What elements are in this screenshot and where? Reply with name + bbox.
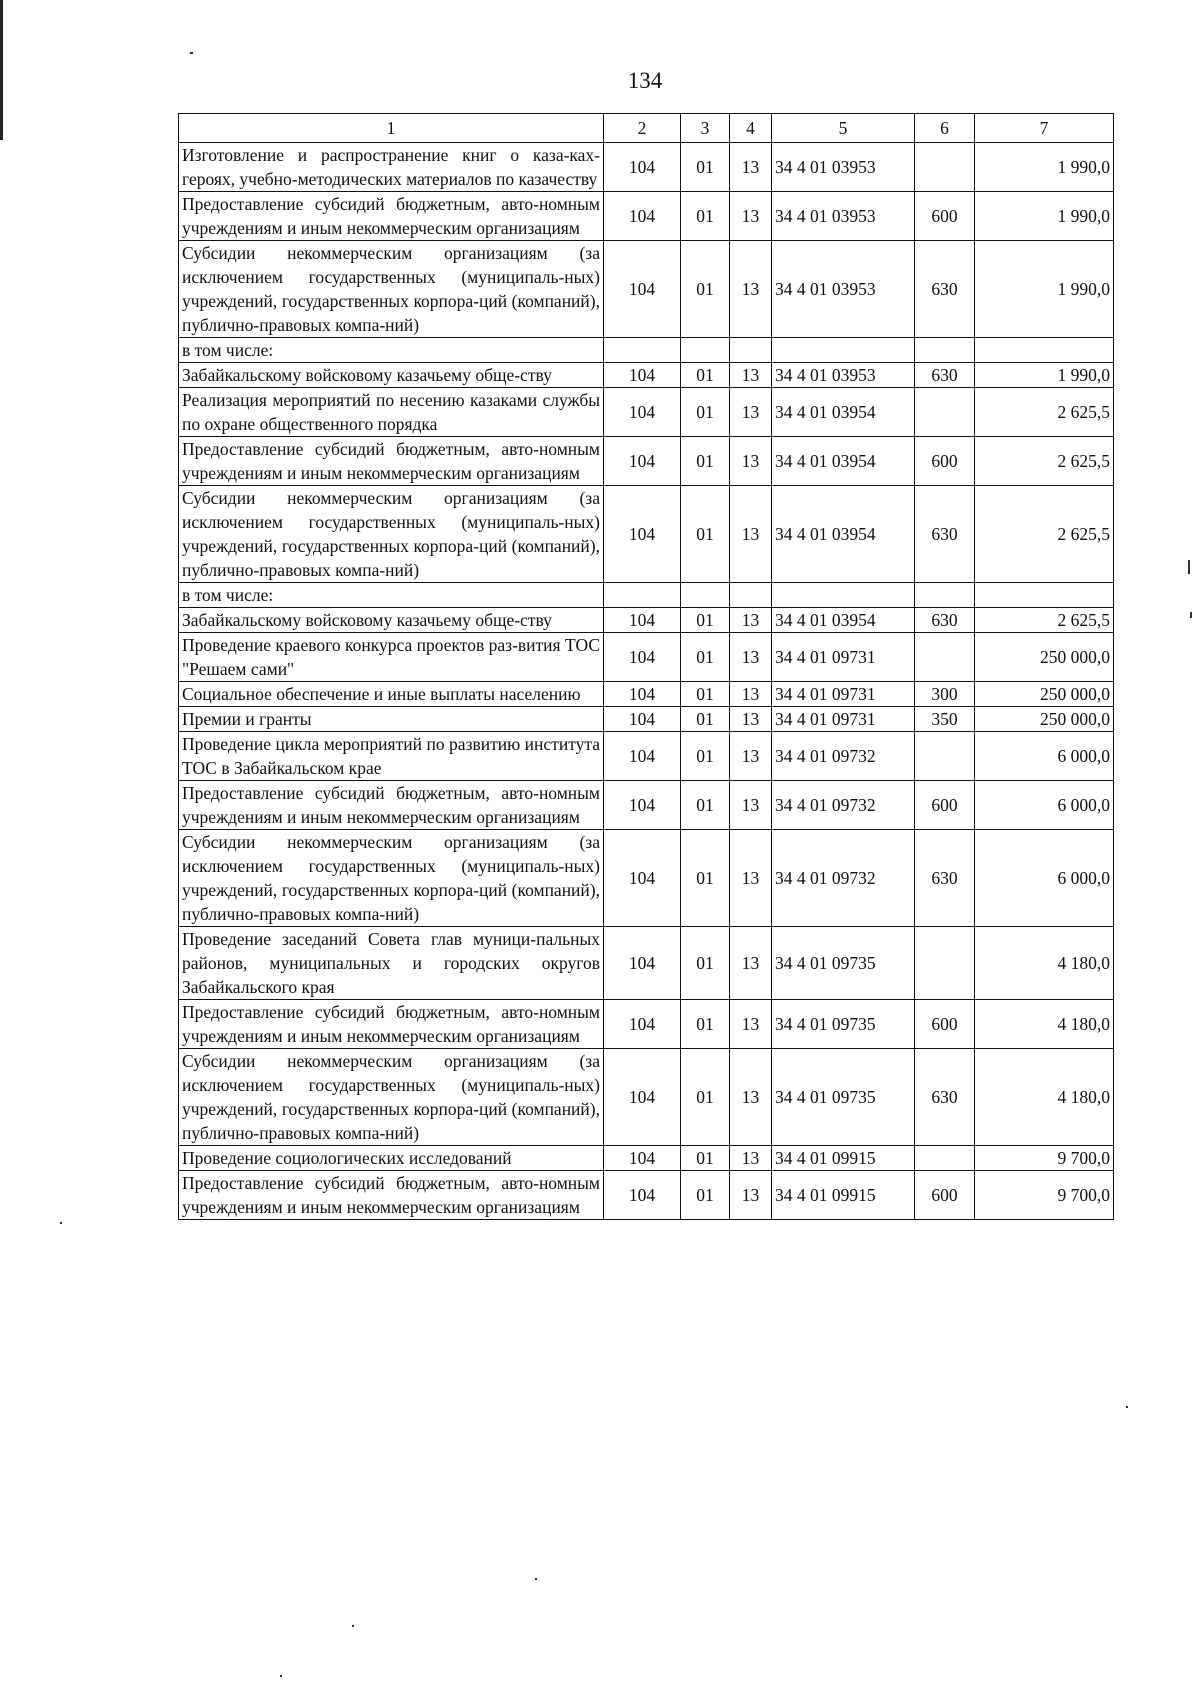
row-name: Субсидии некоммерческим организациям (за исключением государственных (муниципаль-ных) учреждений, государственных корпора-ций (компаний), публично-правовых компа-ний) [179,1049,604,1146]
subsection-code: 13 [730,192,772,241]
table-row [179,437,1114,486]
section-code: 01 [681,1000,730,1049]
ministry-code [604,338,681,363]
table-row [179,707,1114,732]
amount: 1 990,0 [975,363,1114,388]
ministry-code: 104 [604,1000,681,1049]
ministry-code: 104 [604,1171,681,1220]
target-item-code: 34 4 01 09732 [772,732,915,781]
column-header: 7 [975,114,1114,143]
ministry-code: 104 [604,1049,681,1146]
section-code: 01 [681,437,730,486]
subsection-code: 13 [730,732,772,781]
target-item-code: 34 4 01 09735 [772,1000,915,1049]
subsection-code: 13 [730,1000,772,1049]
table-row [179,1049,1114,1146]
expense-type-code: 630 [915,608,975,633]
row-name: Предоставление субсидий бюджетным, авто-номным учреждениям и иным некоммерческим организациям [179,437,604,486]
amount: 1 990,0 [975,241,1114,338]
target-item-code: 34 4 01 03953 [772,241,915,338]
scan-speck [1126,1406,1128,1408]
amount: 2 625,5 [975,486,1114,583]
ministry-code: 104 [604,732,681,781]
ministry-code: 104 [604,363,681,388]
amount: 4 180,0 [975,927,1114,1000]
subsection-code: 13 [730,363,772,388]
section-code: 01 [681,486,730,583]
subsection-code: 13 [730,241,772,338]
table-row [179,1171,1114,1220]
table-row [179,486,1114,583]
amount: 2 625,5 [975,388,1114,437]
scan-speck [535,1578,537,1580]
table-row [179,682,1114,707]
row-name: Изготовление и распространение книг о каза-ках-героях, учебно-методических материалов по казачеству [179,143,604,192]
expense-type-code: 630 [915,363,975,388]
column-header: 1 [179,114,604,143]
target-item-code: 34 4 01 09735 [772,1049,915,1146]
ministry-code: 104 [604,388,681,437]
row-name: Субсидии некоммерческим организациям (за исключением государственных (муниципаль-ных) учреждений, государственных корпора-ций (компаний), публично-правовых компа-ний) [179,486,604,583]
target-item-code: 34 4 01 09915 [772,1171,915,1220]
expense-type-code [915,1146,975,1171]
subsection-code: 13 [730,830,772,927]
row-name: Предоставление субсидий бюджетным, авто-номным учреждениям и иным некоммерческим организациям [179,1171,604,1220]
section-code: 01 [681,1171,730,1220]
subsection-code: 13 [730,781,772,830]
scan-speck [1190,612,1192,618]
ministry-code: 104 [604,192,681,241]
row-name: Премии и гранты [179,707,604,732]
scan-speck [352,1625,354,1627]
ministry-code: 104 [604,633,681,682]
amount: 6 000,0 [975,781,1114,830]
subsection-code: 13 [730,633,772,682]
expense-type-code: 630 [915,241,975,338]
amount: 4 180,0 [975,1000,1114,1049]
ministry-code: 104 [604,1146,681,1171]
expense-type-code [915,338,975,363]
amount: 250 000,0 [975,707,1114,732]
target-item-code: 34 4 01 09731 [772,682,915,707]
subsection-code: 13 [730,682,772,707]
section-code: 01 [681,388,730,437]
section-code: 01 [681,608,730,633]
table-row [179,143,1114,192]
section-code: 01 [681,781,730,830]
amount: 250 000,0 [975,633,1114,682]
amount: 2 625,5 [975,608,1114,633]
row-name: Проведение краевого конкурса проектов раз-вития ТОС "Решаем сами" [179,633,604,682]
subsection-code [730,338,772,363]
expense-type-code [915,388,975,437]
target-item-code: 34 4 01 09735 [772,927,915,1000]
section-code [681,338,730,363]
target-item-code [772,583,915,608]
table-header-row [179,114,1114,143]
budget-table [178,113,1114,1220]
amount: 6 000,0 [975,732,1114,781]
column-header: 5 [772,114,915,143]
table-row [179,192,1114,241]
subsection-code: 13 [730,437,772,486]
subsection-code: 13 [730,1146,772,1171]
ministry-code: 104 [604,927,681,1000]
section-code: 01 [681,363,730,388]
page-number: 134 [627,68,663,93]
expense-type-code [915,583,975,608]
table-row [179,781,1114,830]
expense-type-code [915,633,975,682]
column-header: 6 [915,114,975,143]
row-name: Проведение заседаний Совета глав муници-пальных районов, муниципальных и городских округов Забайкальского края [179,927,604,1000]
ministry-code: 104 [604,682,681,707]
target-item-code: 34 4 01 03954 [772,437,915,486]
section-code: 01 [681,241,730,338]
amount: 9 700,0 [975,1171,1114,1220]
section-code: 01 [681,830,730,927]
subsection-code: 13 [730,927,772,1000]
amount: 9 700,0 [975,1146,1114,1171]
table-row [179,732,1114,781]
row-name: Предоставление субсидий бюджетным, авто-номным учреждениям и иным некоммерческим организациям [179,1000,604,1049]
target-item-code: 34 4 01 03954 [772,608,915,633]
row-name: Проведение цикла мероприятий по развитию института ТОС в Забайкальском крае [179,732,604,781]
expense-type-code [915,732,975,781]
subsection-code: 13 [730,608,772,633]
section-code [681,583,730,608]
expense-type-code: 600 [915,781,975,830]
row-name: Забайкальскому войсковому казачьему обще-ству [179,363,604,388]
row-name: Реализация мероприятий по несению казаками службы по охране общественного порядка [179,388,604,437]
row-name: Забайкальскому войсковому казачьему обще-ству [179,608,604,633]
table-row [179,830,1114,927]
expense-type-code: 600 [915,192,975,241]
table-row [179,1146,1114,1171]
target-item-code: 34 4 01 03953 [772,192,915,241]
target-item-code: 34 4 01 03953 [772,363,915,388]
scan-speck [280,1675,282,1677]
row-name: Предоставление субсидий бюджетным, авто-номным учреждениям и иным некоммерческим организациям [179,781,604,830]
table-row [179,241,1114,338]
table-row [179,583,1114,608]
subsection-code: 13 [730,707,772,732]
table-row [179,1000,1114,1049]
amount: 4 180,0 [975,1049,1114,1146]
target-item-code: 34 4 01 03953 [772,143,915,192]
expense-type-code: 300 [915,682,975,707]
ministry-code: 104 [604,143,681,192]
ministry-code: 104 [604,830,681,927]
amount: 1 990,0 [975,192,1114,241]
amount: 6 000,0 [975,830,1114,927]
table-row [179,363,1114,388]
ministry-code: 104 [604,707,681,732]
row-name: Субсидии некоммерческим организациям (за исключением государственных (муниципаль-ных) учреждений, государственных корпора-ций (компаний), публично-правовых компа-ний) [179,241,604,338]
row-name: Проведение социологических исследований [179,1146,604,1171]
expense-type-code [915,927,975,1000]
target-item-code: 34 4 01 03954 [772,388,915,437]
amount: 1 990,0 [975,143,1114,192]
expense-type-code: 600 [915,437,975,486]
table-row [179,388,1114,437]
expense-type-code [915,143,975,192]
ministry-code [604,583,681,608]
scan-speck [1188,560,1190,574]
amount: 250 000,0 [975,682,1114,707]
section-code: 01 [681,682,730,707]
table-row [179,338,1114,363]
scan-speck [190,52,193,54]
row-name: в том числе: [179,583,604,608]
section-code: 01 [681,927,730,1000]
section-code: 01 [681,192,730,241]
section-code: 01 [681,633,730,682]
column-header: 3 [681,114,730,143]
row-name: Субсидии некоммерческим организациям (за исключением государственных (муниципаль-ных) учреждений, государственных корпора-ций (компаний), публично-правовых компа-ний) [179,830,604,927]
ministry-code: 104 [604,437,681,486]
subsection-code: 13 [730,486,772,583]
section-code: 01 [681,143,730,192]
expense-type-code: 600 [915,1000,975,1049]
subsection-code: 13 [730,1171,772,1220]
scan-speck [60,1222,62,1224]
target-item-code: 34 4 01 09732 [772,781,915,830]
target-item-code: 34 4 01 03954 [772,486,915,583]
expense-type-code: 600 [915,1171,975,1220]
ministry-code: 104 [604,608,681,633]
row-name: Предоставление субсидий бюджетным, авто-номным учреждениям и иным некоммерческим организациям [179,192,604,241]
amount [975,583,1114,608]
section-code: 01 [681,1146,730,1171]
expense-type-code: 350 [915,707,975,732]
amount [975,338,1114,363]
target-item-code: 34 4 01 09732 [772,830,915,927]
subsection-code [730,583,772,608]
section-code: 01 [681,1049,730,1146]
expense-type-code: 630 [915,830,975,927]
amount: 2 625,5 [975,437,1114,486]
subsection-code: 13 [730,143,772,192]
ministry-code: 104 [604,241,681,338]
target-item-code: 34 4 01 09731 [772,707,915,732]
ministry-code: 104 [604,486,681,583]
ministry-code: 104 [604,781,681,830]
target-item-code: 34 4 01 09915 [772,1146,915,1171]
table-row [179,608,1114,633]
row-name: в том числе: [179,338,604,363]
target-item-code [772,338,915,363]
subsection-code: 13 [730,388,772,437]
section-code: 01 [681,707,730,732]
row-name: Социальное обеспечение и иные выплаты населению [179,682,604,707]
expense-type-code: 630 [915,1049,975,1146]
column-header: 4 [730,114,772,143]
section-code: 01 [681,732,730,781]
table-row [179,633,1114,682]
table-row [179,927,1114,1000]
subsection-code: 13 [730,1049,772,1146]
target-item-code: 34 4 01 09731 [772,633,915,682]
expense-type-code: 630 [915,486,975,583]
column-header: 2 [604,114,681,143]
